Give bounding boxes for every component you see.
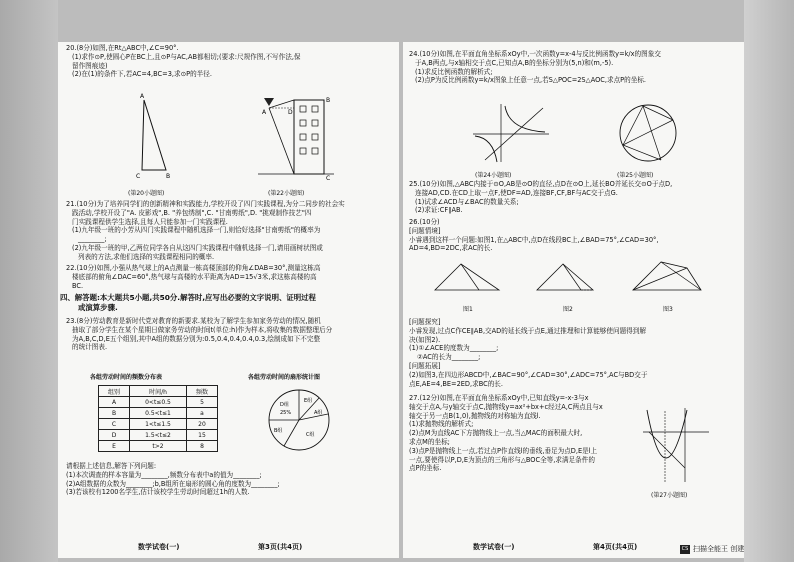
fig20-label-b: B: [166, 173, 171, 180]
scan-margin-left: [0, 0, 58, 562]
q26-heading-1: [问题情境]: [409, 226, 441, 235]
q23-subpart: (1)本次调查的样本容量为________,频数分布表中a的值为________;: [66, 470, 262, 479]
freq-header-group: 组别: [99, 386, 130, 397]
q23-subpart: (2)A组数据的众数为________;b,B组所在扇形的圆心角的度数为________;: [66, 479, 280, 488]
scan-margin-right: [744, 0, 794, 562]
pie-label-d: D组: [280, 402, 289, 408]
question-22: [66, 264, 396, 290]
fig26-label-1: 图1: [463, 306, 473, 313]
question-23: [66, 317, 396, 352]
cell: A: [99, 397, 130, 408]
figure-24-hyperbola: [471, 102, 551, 166]
figure-22-balloon-building: [258, 94, 338, 186]
q23-line: 的统计图表.: [72, 343, 108, 352]
pie-label-e: E组: [304, 398, 313, 404]
q22-line: 22.(10分)如图,小强从热气球上的A点测量一栋高楼顶部的仰角∠DAB=30°,测量这栋高: [66, 264, 321, 272]
q26-line: (2)如图3,在四边形ABCD中,∠BAC=90°,∠CAD=30°,∠ADC=75°,AC与BD交于: [409, 370, 648, 379]
q21-line: 门实践课程供学生选择,且每人只能参加一门实践课程.: [72, 217, 228, 226]
q26-line: 决(如图2).: [409, 335, 441, 344]
cell: 5: [187, 397, 218, 408]
section-four-line: 或演算步骤.: [78, 303, 118, 312]
fig24-caption: (第24小题图): [475, 172, 512, 179]
pie-d-percent: 25%: [280, 410, 292, 416]
fig20-label-c: C: [136, 173, 141, 180]
fig22-label-a: A: [262, 109, 267, 116]
footer-title-left: 数学试卷(一): [138, 543, 180, 551]
q25-line: (1)试求∠ACD与∠BAC的数量关系;: [415, 197, 519, 206]
table-row: [99, 430, 218, 441]
q27-line: 点P的坐标.: [409, 464, 442, 473]
cell: 8: [187, 441, 218, 452]
q26-title: 26.(10分): [409, 218, 440, 226]
q27-line: (2)点M为直线AC下方抛物线上一点,当△MAC的面积最大时,: [409, 429, 583, 438]
q25-line: 连接AD,CD.在CD上取一点F,使DF=AD,连接BF,CF,BF与AC交于点G.: [415, 188, 618, 197]
freq-table-title: 各组劳动时间的频数分布表: [90, 374, 163, 381]
fig22-caption: (第22小题图): [268, 190, 305, 197]
q20-line: (1)求作⊙P,使圆心P在BC上,且⊙P与AC,AB都相切;(要求:尺规作图,不写作法,保: [72, 52, 301, 61]
question-26-intro: [409, 218, 739, 253]
q22-line: BC.: [72, 281, 84, 290]
q23-subpart: (3)若该校有1200名学生,估计该校学生劳动时间超过1h的人数.: [66, 488, 250, 497]
q23-line: 抽取了部分学生在某个星期日做家务劳动的时间t(单位:h)作为样本,将收集的数据整理后分: [72, 325, 333, 334]
section-four-heading: [60, 293, 396, 313]
question-20: [66, 44, 396, 79]
pie-label-b: B组: [274, 428, 283, 434]
camscanner-watermark: [680, 544, 744, 554]
q20-line: (2)在(1)的条件下,若AC=4,BC=3,求⊙P的半径.: [72, 70, 212, 79]
freq-header-count: 频数: [187, 386, 218, 397]
q26-line: 点E,AE=4,BE=2ED,求BC的长.: [409, 379, 503, 388]
fig22-label-c: C: [326, 175, 331, 182]
q27-line: 轴交于点A,与y轴交于点C,抛物线y=ax²+bx+c经过A,C两点且与x: [409, 402, 603, 411]
q24-line: 于A,B两点,与x轴相交于点C,已知点A,B的坐标分别为(5,n)和(m,-5).: [415, 58, 614, 67]
q20-line: 留作图痕迹): [72, 61, 108, 70]
q26-heading-2: [问题探究]: [409, 318, 441, 326]
q21-line: 践活动,学校开设了"A. 皮影戏",B. "养包绣制",C. "甘南剪纸",D. "挑观制作技艺"四: [72, 208, 312, 217]
q26-line: 小睿遇到这样一个问题:如图1,在△ABC中,点D在线段BC上,∠BAD=75°,∠CAD=30°,: [409, 235, 659, 244]
exam-page-3: [58, 42, 399, 558]
q27-line: 轴交于另一点B(1,0),抛物线的对称轴为直线l.: [409, 411, 541, 420]
pie-chart-title: 各组劳动时间的扇形统计图: [248, 374, 321, 381]
cell: 1<t≤1.5: [130, 419, 187, 430]
table-row: [99, 419, 218, 430]
cell: 0<t≤0.5: [130, 397, 187, 408]
figure-25-circle: [613, 98, 683, 168]
cell: 0.5<t≤1: [130, 408, 187, 419]
question-23-subparts: [66, 462, 396, 497]
q20-line: 20.(8分)如图,在Rt△ABC中,∠C=90°.: [66, 44, 179, 52]
q26-line: AD=4,BD=2DC,求AC的长.: [409, 244, 493, 253]
fig27-caption: (第27小题图): [651, 492, 688, 499]
q22-line: 楼底部的俯角∠DAC=60°,热气球与高楼的水平距离为AD=15√3米,求这栋高楼的高: [72, 272, 317, 281]
q26-line: ②AC的长为________;: [417, 353, 481, 362]
cell: 1.5<t≤2: [130, 430, 187, 441]
q26-heading-3: [问题拓展]: [409, 361, 441, 370]
pie-label-a: A组: [314, 410, 323, 416]
q23-line: 为A,B,C,D,E五个组别,其中A组的数据分别为:0.5,0.4,0.4,0.4,0.3,绘制成如下不完整: [72, 334, 321, 343]
watermark-text: 扫描全能王 创建: [693, 545, 745, 553]
cell: a: [187, 408, 218, 419]
cell: t>2: [130, 441, 187, 452]
pie-chart: [264, 386, 336, 456]
footer-title-right: 数学试卷(一): [473, 543, 515, 551]
figure-20-triangle: [130, 92, 180, 182]
cell: B: [99, 408, 130, 419]
cell: D: [99, 430, 130, 441]
fig26-label-3: 图3: [663, 306, 673, 313]
q21-line: 列表的方法,求他们选择的实践课程相同的概率.: [78, 252, 215, 261]
question-26-explore: [409, 318, 739, 388]
q25-line: (2)求证:CF∥AB.: [415, 206, 463, 215]
fig22-label-d: D: [288, 109, 293, 116]
q21-line: ________;: [78, 235, 107, 244]
fig26-label-2: 图2: [563, 306, 573, 313]
figure-26-3: [629, 260, 709, 296]
section-four-line: 四、解答题:本大题共5小题,共50分.解答时,应写出必要的文字说明、证明过程: [60, 293, 316, 302]
q27-line: 27.(12分)如图,在平面直角坐标系xOy中,已知直线y=-x-3与x: [409, 394, 589, 402]
freq-table: [98, 385, 218, 452]
footer-page-right: 第4页(共4页): [593, 543, 638, 551]
q27-line: (3)点P是抛物线上一点,若过点P作直线l的垂线,垂足为点D,E是l上: [409, 446, 598, 455]
figure-26-2: [533, 260, 605, 296]
q23-subpart: 请根据上述信息,解答下列问题:: [66, 462, 157, 470]
table-row: [99, 397, 218, 408]
q24-line: (1)求反比例函数的解析式;: [415, 67, 493, 76]
q26-line: 小睿发现,过点C作CE∥AB,交AD的延长线于点E,通过推理和计算能够使问题得到解: [409, 326, 646, 335]
cell: 20: [187, 419, 218, 430]
fig22-label-b: B: [326, 97, 331, 104]
question-21: [66, 200, 396, 262]
camscanner-logo-icon: CS: [681, 545, 689, 552]
question-25: [409, 180, 739, 215]
freq-table-header: [99, 386, 218, 397]
q24-line: 24.(10分)如图,在平面直角坐标系xOy中,一次函数y=x-4与反比例函数y=k/x的图象交: [409, 50, 661, 58]
exam-page-4: [403, 42, 744, 558]
q24-line: (2)点P为反比例函数y=k/x图象上任意一点,若S△POC=2S△AOC,求点P的坐标.: [415, 76, 647, 85]
q21-line: 21.(10分)为了培养同学们的创新精神和实践能力,学校开设了四门实践课程,为分二同步的社会实: [66, 200, 345, 208]
question-27: [409, 394, 639, 473]
footer-page-left: 第3页(共4页): [258, 543, 303, 551]
fig20-caption: (第20小题图): [128, 190, 165, 197]
question-24: [409, 50, 739, 85]
fig20-label-a: A: [140, 93, 145, 100]
figure-27-parabola: [641, 406, 711, 486]
q21-line: (1)九年级一班的小芳从四门实践课程中随机选择一门,则恰好选择"甘南剪纸"的概率为: [72, 226, 321, 235]
figure-26-1: [431, 260, 503, 296]
cell: C: [99, 419, 130, 430]
cell: 15: [187, 430, 218, 441]
q27-line: 求点M的坐标;: [409, 437, 450, 446]
cell: E: [99, 441, 130, 452]
q27-line: 一点,要使得以P,D,E为顶点的三角形与△BOC全等,求满足条件的: [409, 455, 595, 464]
q21-line: (2)九年级一班的甲,乙两位同学各自从这四门实践课程中随机选择一门,请用画树状图或: [72, 243, 323, 252]
table-row: [99, 441, 218, 452]
table-row: [99, 408, 218, 419]
q27-line: (1)求抛物线的解析式;: [409, 420, 474, 429]
fig25-caption: (第25小题图): [617, 172, 654, 179]
q25-line: 25.(10分)如图,△ABC内接于⊙O,AB是⊙O的直径,点D在⊙O上,延长BO并延长交⊙O于点D,: [409, 180, 673, 188]
q26-line: (1)①∠ACE的度数为________;: [409, 344, 499, 353]
freq-header-time: 时间/h: [130, 386, 187, 397]
pie-label-c: C组: [306, 432, 315, 438]
q23-line: 23.(8分)劳动教育是新时代党对教育的新要求.某校为了解学生参加家务劳动的情况,随机: [66, 317, 321, 325]
